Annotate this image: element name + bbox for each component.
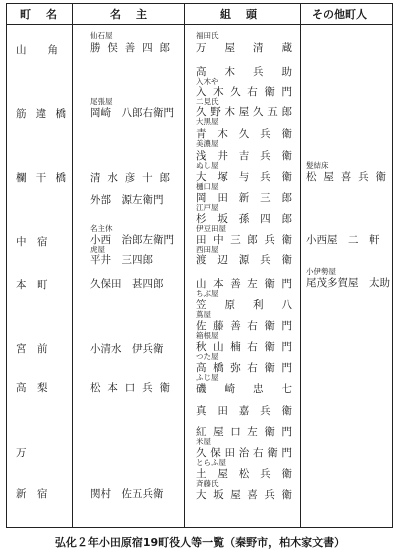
header-other: その他町人 (312, 8, 367, 21)
name-entry: 笠原利八 (196, 299, 292, 311)
header-kumigashira: 組 頭 (220, 8, 259, 21)
note-text: ちぶ屋 (196, 289, 219, 298)
note-text: ふじ屋 (196, 373, 219, 382)
note-text: 箱根屋 (196, 331, 219, 340)
note-text: とらふ屋 (196, 458, 226, 467)
header-divider (6, 24, 393, 25)
name-entry: 紅屋口左衛門 (196, 426, 292, 438)
name-entry: 渡辺源兵衛 (196, 254, 292, 266)
note-text: 伊豆田屋 (196, 224, 226, 233)
column-divider (72, 3, 73, 528)
note-text: ぬし屋 (196, 161, 219, 170)
name-entry: 小清水 伊兵衛 (90, 343, 164, 355)
name-entry: 尾茂多賀屋 太助 (306, 277, 390, 289)
name-entry: 関村 佐五兵衛 (90, 488, 164, 500)
name-entry: 万屋清蔵 (196, 42, 292, 54)
name-entry: 磯崎忠七 (196, 383, 292, 395)
note-text: 小伊勢屋 (306, 267, 336, 276)
note-text: 虎屋 (90, 245, 105, 254)
name-entry: 土屋松兵衛 (196, 468, 292, 480)
note-text: 西田屋 (196, 245, 219, 254)
note-text: 二見氏 (196, 97, 219, 106)
note-text: 仙石屋 (90, 31, 113, 40)
note-text: つた屋 (196, 352, 219, 361)
column-divider (300, 3, 301, 528)
name-entry: 入木久右衛門 (196, 86, 292, 98)
note-text: 尾張屋 (90, 97, 113, 106)
note-text: 髪結床 (306, 161, 329, 170)
name-entry: 山本善左衛門 (196, 278, 292, 290)
table-caption: 弘化２年小田原宿19町役人等一覧（秦野市，柏木家文書） (54, 536, 346, 549)
note-text: 米屋 (196, 437, 211, 446)
name-entry: 万 (16, 447, 27, 459)
note-text: 入木や (196, 77, 219, 86)
name-entry: 宮 前 (16, 343, 48, 355)
header-master: 名 主 (110, 8, 149, 21)
name-entry: 小西屋 二 軒 (306, 234, 380, 246)
name-entry: 松本口兵衛 (90, 382, 170, 394)
note-text: 江戸屋 (196, 203, 219, 212)
name-entry: 本 町 (16, 279, 48, 291)
name-entry: 大塚与兵衛 (196, 171, 292, 183)
note-text: 斉藤氏 (196, 479, 219, 488)
name-entry: 平井 三四郎 (90, 254, 153, 266)
name-entry: 佐藤善右衛門 (196, 320, 292, 332)
name-entry: 久保田治右衛門 (196, 447, 292, 459)
name-entry: 浅井吉兵衛 (196, 150, 292, 162)
note-text: 美濃屋 (196, 139, 219, 148)
note-text: 蔦屋 (196, 310, 211, 319)
name-entry: 岡崎 八郎右衛門 (90, 107, 174, 119)
name-entry: 高橋弥右衛門 (196, 362, 292, 374)
column-divider (184, 3, 185, 528)
header-town: 町 名 (20, 8, 59, 21)
name-entry: 中 宿 (16, 236, 48, 248)
name-entry: 松屋喜兵衛 (306, 171, 386, 183)
note-text: 福田氏 (196, 31, 219, 40)
name-entry: 岡田新三郎 (196, 192, 292, 204)
name-entry: 外部 源左衛門 (90, 194, 164, 206)
name-entry: 田中三郎兵衛 (196, 234, 292, 246)
name-entry: 勝俣善四郎 (90, 42, 170, 54)
name-entry: 大坂屋喜兵衛 (196, 489, 292, 501)
name-entry: 秋山楠右衛門 (196, 341, 292, 353)
name-entry: 久野木屋久五郎 (196, 106, 292, 118)
name-entry: 久保田 甚四郎 (90, 278, 164, 290)
name-entry: 山 角 (16, 44, 58, 56)
name-entry: 高木兵助 (196, 66, 292, 78)
name-entry: 新 宿 (16, 488, 48, 500)
name-entry: 高 梨 (16, 382, 48, 394)
name-entry: 真田嘉兵衛 (196, 405, 292, 417)
name-entry: 小西 治郎左衛門 (90, 234, 174, 246)
name-entry: 杉坂孫四郎 (196, 213, 292, 225)
name-entry: 青木久兵衛 (196, 128, 292, 140)
note-text: 樋口屋 (196, 182, 219, 191)
name-entry: 清水彦十郎 (90, 172, 170, 184)
note-text: 大黒屋 (196, 117, 219, 126)
name-entry: 筋違橋 (16, 108, 66, 120)
note-text: 名主休 (90, 224, 113, 233)
name-entry: 欄干橋 (16, 172, 66, 184)
